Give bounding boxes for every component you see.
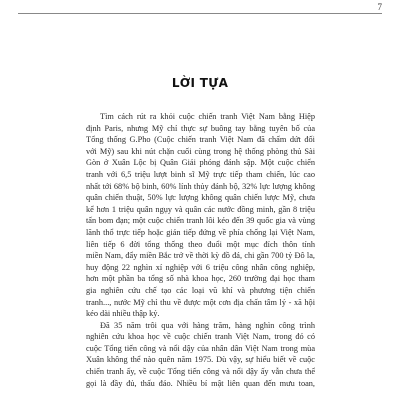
text-line: huy động 22 nghìn xí nghiệp với 6 triệu công nhân công nghiệp, xyxy=(86,262,315,272)
text-line: quân chiến thuật, 50% lực lượng không quân chiến lược Mỹ, chưa xyxy=(86,193,315,203)
text-line: miền Nam, đẩy miền Bắc trở về thời kỳ đồ đá, chi gần 700 tỷ Đô la, xyxy=(86,251,315,261)
chapter-title: LỜI TỰA xyxy=(171,76,229,90)
text-line: nghiên cứu khoa học về cuộc chiến tranh Việt Nam, trong đó có xyxy=(86,332,315,342)
text-line: tấn bom đạn; một cuộc chiến tranh lôi kéo đến 39 quốc gia và vùng xyxy=(86,216,315,226)
text-line: Gòn ở Xuân Lộc bị Quân Giải phóng đánh sập. Một cuộc chiến xyxy=(86,158,315,168)
text-line: Tổng thống G.Pho (Cuộc chiến tranh Việt Nam đã chấm dứt đối xyxy=(86,135,315,145)
text-line: kể hơn 1 triệu quân ngụy và quân các nước đồng minh, gần 8 triệu xyxy=(86,204,315,214)
text-line: chiến tranh ấy, về cuộc Tổng tiến công và nổi dậy ấy vẫn chưa thể xyxy=(86,367,315,377)
text-line: gia nghiên cứu chế tạo các loại vũ khí và phương tiện chiến xyxy=(86,285,315,295)
text-line: Xuân không thể nào quên năm 1975. Dù vậy, sự hiểu biết về cuộc xyxy=(86,355,315,365)
text-line: cuộc Tổng tiến công và nổi dậy của nhân dân Việt Nam trong mùa xyxy=(86,343,315,353)
body-text xyxy=(86,111,315,389)
text-line: định Paris, nhưng Mỹ chỉ thực sự buông tay bằng tuyên bố của xyxy=(86,123,315,133)
text-line: với Mỹ) sau khi nút chặn cuối cùng trong hệ thống phòng thủ Sài xyxy=(86,146,315,156)
text-line: kéo dài nhiều thập kỷ. xyxy=(86,309,160,319)
header-rule xyxy=(18,13,382,14)
text-line: gọi là đầy đủ, thấu đáo. Nhiều bí mật liên quan đến mưu toan, xyxy=(86,378,315,388)
text-line: hơn một phần ba tổng số nhà khoa học, 260 trường đại học tham xyxy=(86,274,315,284)
text-line: lãnh thổ trực tiếp hoặc gián tiếp đứng về phía chống lại Việt Nam, xyxy=(86,227,315,237)
text-line: liên tiếp 6 đời tổng thống theo đuổi một mục đích thôn tính xyxy=(86,239,315,249)
text-line: Đã 35 năm trôi qua với hàng trăm, hàng nghìn công trình xyxy=(100,320,315,330)
text-line: tranh..., nước Mỹ chỉ thu về được một cơn địa chấn tâm lý - xã hội xyxy=(86,297,315,307)
text-line: Tìm cách rút ra khỏi cuộc chiến tranh Việt Nam bằng Hiệp xyxy=(100,112,315,121)
page-number: 7 xyxy=(377,2,382,12)
text-line: tranh với 6,5 triệu lượt binh sĩ Mỹ trực tiếp tham chiến, lúc cao xyxy=(86,169,315,179)
text-line: nhất tới 68% bộ binh, 60% lính thủy đánh bộ, 32% lực lượng không xyxy=(86,181,315,191)
